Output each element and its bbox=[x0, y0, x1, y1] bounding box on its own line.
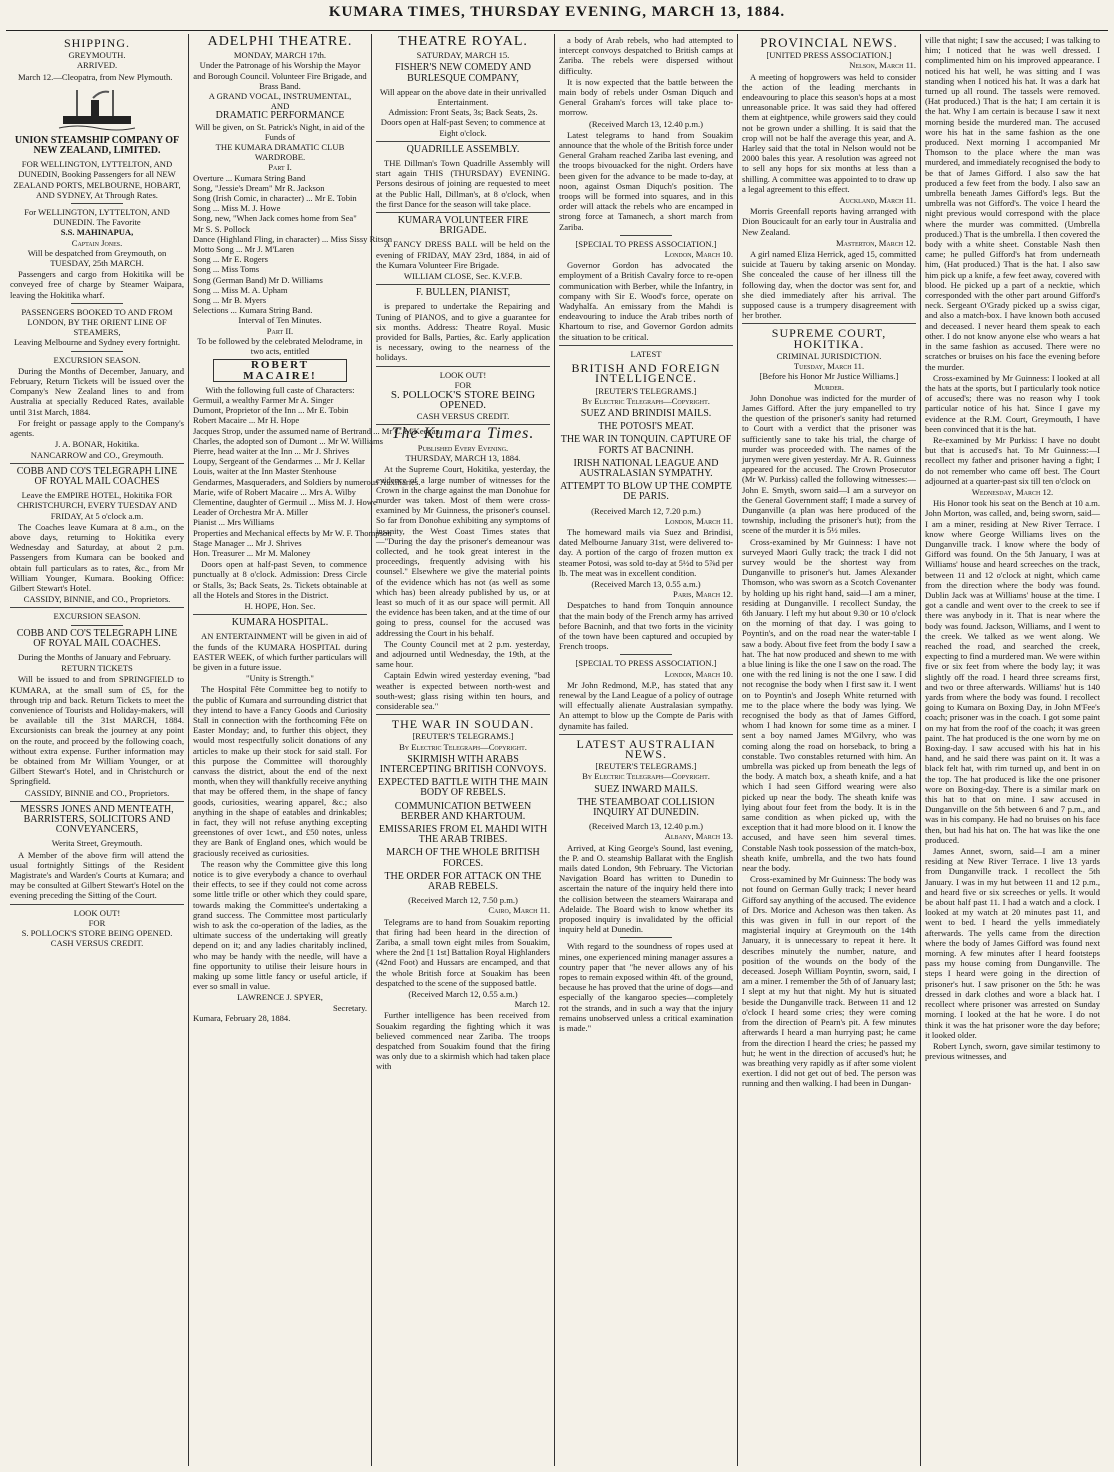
paris-text: Despatches to hand from Tonquin announce that the main body of the French army has arrived before Bacninh, and that two forts in the vicinity of the town have been captured and occupied by French troops. bbox=[559, 600, 733, 652]
return-text: Will be issued to and from SPRINGFIELD to KUMARA, at the small sum of £5, for the through trip and back. Return Tickets to meet the convenience of Tourists and Holiday-makers, will be available till the 31st MARCH, 1884. Excursionists can break the journey at any point on the route, and proceed by the following coach, without extra expense. Further information may be obtained from Mr William Younger, or at Gilbert Stewart's Hotel, and in Christchurch or Springfield. bbox=[10, 674, 184, 787]
program-line: Song ... Miss Toms bbox=[193, 264, 260, 275]
freight-text: For freight or passage apply to the Company's agents. bbox=[10, 417, 184, 439]
fisher-doors: Doors open at Half-past Seven; to commence at Eight o'clock. bbox=[380, 117, 546, 138]
cast-line: Loupy, Sergeant of the Gendarmes ... Mr J. Kellar bbox=[193, 456, 365, 467]
fete-text: The Hospital Fête Committee beg to notify to the public of Kumara and surrounding district that they intend to have a Fancy Goods and Curiosity Stall in connection with the forthcoming Fête on Easter Monday; and, to further this object, they would most respectfully solicit donations of any articles to make up their stock for said stall. For this purpose the Committee will thoroughly canvass the district, about the end of the next month, when they will thankfully receive anything that may be offered them, in the shape of fancy goods, curiosities, wearing apparel, &c.; also anything in the shape of eatables and drinkables; in fact, they will not refuse anything excepting greenstones of over 1cwt., and £50 notes, unless they are Bank of England ones, which would be graciously received as curiosities. bbox=[193, 684, 367, 858]
part2: Part II. bbox=[266, 325, 294, 336]
bfi-headline: IRISH NATIONAL LEAGUE AND AUSTRALASIAN SYMPATHY. bbox=[573, 457, 719, 479]
reuter-label-2: [REUTER'S TELEGRAMS.] bbox=[595, 385, 697, 396]
cassidy2: CASSIDY, BINNIE and CO., Proprietors. bbox=[24, 787, 170, 798]
cast-line: Dumont, Proprietor of the Inn ... Mr E. Tobin bbox=[193, 405, 349, 416]
prov-title: PROVINCIAL NEWS. bbox=[760, 35, 898, 50]
program-line: Song ... Mr B. Myers bbox=[193, 295, 267, 306]
london11-dateline: London, March 11. bbox=[664, 515, 733, 526]
theatre-date: SATURDAY, MARCH 15. bbox=[416, 50, 510, 61]
wednesday-dateline: Wednesday, March 12. bbox=[971, 486, 1054, 497]
cast-line: Hon. Treasurer ... Mr M. Maloney bbox=[193, 547, 311, 558]
cast-list bbox=[193, 394, 440, 558]
war-headline: COMMUNICATION BETWEEN BERBER AND KHARTOUM. bbox=[394, 800, 532, 822]
cast-line: Properties and Mechanical effects by Mr W. F. Thompson bbox=[193, 527, 392, 538]
telegraph-label-2: By Electric Telegraph—Copyright. bbox=[582, 395, 710, 406]
column-6 bbox=[921, 34, 1104, 1466]
usc-cargo: Passengers and cargo from Hokitika will be conveyed free of charge by Steamer Waipara, leaving the Hokitika wharf. bbox=[10, 269, 184, 300]
war-expected: It is now expected that the battle between the main body of rebels under Osman Diquch and General Graham's forces will take place to-morrow. bbox=[559, 76, 733, 118]
usc-for: FOR WELLINGTON, LYTTELTON, AND DUNEDIN, Booking Passengers for all NEW ZEALAND PORTS, MELBOURNE, HOBART, AND SYDNEY, At Through Rates. bbox=[13, 159, 181, 200]
steamship-icon bbox=[57, 86, 137, 132]
received-3: (Received March 13, 12.40 p.m.) bbox=[588, 118, 704, 129]
auckland-dateline: Auckland, March 11. bbox=[839, 195, 916, 206]
quadrille-text: THE Dillman's Town Quadrille Assembly will start again THIS (THURSDAY) EVENING. Persons desirous of joining are requested to meet at the Public Hall, Dillman's, at 8 o'clock, when the first Dance for the season will take place. bbox=[376, 158, 550, 209]
lan-headlines bbox=[559, 785, 733, 819]
column-4 bbox=[555, 34, 738, 1466]
usc-ship: S.S. MAHINAPUA, bbox=[60, 227, 134, 238]
dramatic-line: DRAMATIC PERFORMANCE bbox=[215, 110, 345, 122]
column-5 bbox=[738, 34, 921, 1466]
cobb2-text: During the Months of January and February. bbox=[18, 651, 171, 662]
cash-credit: CASH VERSUS CREDIT. bbox=[50, 938, 144, 949]
march12-text: Further intelligence has been received from Souakim regarding the fighting which it was believed commenced near Zariba. The troops despatched from Souakim found that the firing was only due to a skirmish which had taken place with bbox=[376, 1010, 550, 1072]
received-5: (Received March 13, 0.55 a.m.) bbox=[591, 578, 701, 589]
murder-label: Murder. bbox=[813, 381, 845, 392]
cast-line: Pianist ... Mrs Williams bbox=[193, 517, 275, 528]
redmond-text: Mr John Redmond, M.P., has stated that any renewal by the Land League of a policy of outrage will effectually alienate Australasian sympathy. An attempt to blow up the Compte de Paris with dynamite has failed. bbox=[559, 679, 733, 731]
albany-text: Arrived, at King George's Sound, last evening, the P. and O. steamship Ballarat with the English mails dated London, 9th February. The Victorian Navigation Board has written to Dunedin to ascertain the nature of the inquiry held there into the collision between the steamers Wairarapa and Adelaide. The Board wish to know whether its proposed inquiry is invalidated by the official inquiry held at Dunedin. bbox=[559, 842, 733, 935]
testimony-5: James Annet, sworn, said—I am a miner residing at New River Terrace. I live 13 yards from Dunganville track. I recollect the 5th January. I was in my hut between 11 and 12 p.m., and heard five or six screeches or yells. It would be about half past 11. I had a watch and a clock. I looked at my watch at 20 minutes past 11, and went to bed. I heard the yells immediately afterwards. The yells came from the direction where the body of James Gifford was found next morning. A few minutes after I heard footsteps pass my house coming from Dunganville. The steps I heard were going in the direction of prisoner's hut. I saw prisoner on the 5th: he was dressed in dark clothes and wore a black hat. I recollect where prisoner was arrested on Sunday morning. I looked at the hat he wore. I do not think it was the hat prisoner wore the day before; it looked older. bbox=[925, 846, 1100, 1040]
lan-headline: SUEZ INWARD MAILS. bbox=[594, 783, 698, 795]
nelson-dateline: Nelson, March 11. bbox=[849, 60, 916, 71]
pollock-store: S. POLLOCK'S STORE BEING OPENED. bbox=[21, 928, 173, 939]
arrived-label: ARRIVED. bbox=[76, 60, 118, 71]
bfi-headline: THE POTOSI'S MEAT. bbox=[598, 421, 694, 433]
excursion2-title: EXCURSION SEASON. bbox=[53, 611, 141, 622]
london10-dateline: London, March 10. bbox=[664, 668, 733, 679]
auckland-text: Morris Greenfall reports having arranged with Dion Boucicault for an early tour in Australia and New Zealand. bbox=[742, 206, 916, 237]
telegraph-label-3: By Electric Telegraph—Copyright. bbox=[582, 771, 710, 782]
supreme-title: SUPREME COURT, HOKITIKA. bbox=[771, 326, 887, 351]
special-label: [SPECIAL TO PRESS ASSOCIATION.] bbox=[575, 238, 717, 249]
cast-line: Stage Manager ... Mr J. Shrives bbox=[193, 537, 302, 548]
cast-line: Jacques Strop, under the assumed name of Bertrand ... Mr C. M'Keegan bbox=[193, 425, 440, 436]
paris-dateline: Paris, March 12. bbox=[673, 589, 733, 600]
albany-dateline: Albany, March 13. bbox=[664, 831, 733, 842]
council-text: The County Council met at 2 p.m. yesterday, and adjourned until Wednesday, the 19th, at the same hour. bbox=[376, 638, 550, 670]
fisher-company: FISHER'S NEW COMEDY AND BURLESQUE COMPANY, bbox=[395, 62, 531, 84]
reuter-label-3: [REUTER'S TELEGRAMS.] bbox=[595, 761, 697, 772]
cast-line: Louis, waiter at the Inn Master Stenhouse bbox=[193, 466, 337, 477]
theatre-royal-title: THEATRE ROYAL. bbox=[398, 34, 528, 49]
club-line: THE KUMARA DRAMATIC CLUB WARDROBE. bbox=[215, 142, 345, 163]
program-line: Song ... Miss M. A. Upham bbox=[193, 284, 288, 295]
lookout-for: FOR bbox=[88, 917, 106, 928]
london-dateline: London, March 10. bbox=[664, 249, 733, 260]
program-line: Song ... Mr E. Rogers bbox=[193, 254, 268, 265]
greymouth-label: GREYMOUTH. bbox=[68, 50, 126, 61]
program-line: Song (German Band) Mr D. Williams bbox=[193, 274, 323, 285]
interval: Interval of Ten Minutes. bbox=[238, 315, 322, 326]
testimony-3: Re-examined by Mr Purkiss: I have no doubt but that is accused's hat. To Mr Guinness:—I recollect my father and prisoner having a fight; I do not remember who came off best. The Court adjourned at a quarter-past six till ten o'clock on bbox=[925, 434, 1100, 486]
column-1 bbox=[6, 34, 189, 1466]
program-line: Dance (Highland Fling, in character) ... Miss Sissy Ritson bbox=[193, 233, 393, 244]
ropes-text: With regard to the soundness of ropes used at mines, one experienced mining manager assures a country paper that "he never allows any of his ropes to remain exposed within 4ft. of the ground, because he has proved that the urine of dogs—and especially of the kangaroo species—completely rot the strands, and in such a way that the injury remains unobserved unless a critical examination is made." bbox=[559, 941, 733, 1034]
kumara-date: Kumara, February 28, 1884. bbox=[193, 1012, 291, 1023]
and-line: AND bbox=[270, 101, 290, 112]
spyer: LAWRENCE J. SPYER, bbox=[237, 992, 323, 1003]
testimony-2: Cross-examined by Mr Guinness: I looked at all the hats at the sports, but I particularly took notice of accused's; there was no reason why I took particular notice of his hat. Since I gave my evidence at the R.M. Court, Greymouth, I have been convinced that it is the hat. bbox=[925, 372, 1100, 434]
column-3 bbox=[372, 34, 555, 1466]
lan-title: LATEST AUSTRALIAN NEWS. bbox=[576, 736, 716, 761]
fete-text2: The reason why the Committee give this long notice is to give everybody a chance to overhaul their effects, to see if they could not come across some little trifle or other which they could spare, towards making the Committee's undertaking a grand success. The Committee most particularly wish to ask the co-operation of the ladies, as the ultimate success of the undertaking will greatly depend on it; and any ladies charitably inclined, who may be handy with the needle, will have a fine opportunity to utilise their leisure hours in making up some little fancy or useful article, if ever so small in value. bbox=[193, 858, 367, 992]
arrival-entry: March 12.—Cleopatra, from New Plymouth. bbox=[18, 71, 173, 82]
march12-dateline: March 12. bbox=[514, 999, 550, 1010]
bfi-headline: ATTEMPT TO BLOW UP THE COMPTE DE PARIS. bbox=[560, 481, 732, 503]
reuter-label: [REUTER'S TELEGRAMS.] bbox=[412, 731, 514, 742]
hope-sec: H. HOPE, Hon. Sec. bbox=[244, 600, 316, 611]
bullen-title: F. BULLEN, PIANIST, bbox=[415, 287, 511, 299]
column-2 bbox=[189, 34, 440, 1466]
cairo-dateline: Cairo, March 11. bbox=[488, 905, 550, 916]
usc-despatch: Will be despatched from Greymouth, on TUESDAY, 25th MARCH. bbox=[27, 247, 167, 269]
homeward-text: The homeward mails via Suez and Brindisi, dated Melbourne January 31st, were delivered to-day. A portion of the cargo of frozen mutton ex steamer Potosi, was sold to-day at 5½d to 5⅞d per lb. The meat was in excellent condition. bbox=[559, 526, 733, 578]
jones-addr: Werita Street, Greymouth. bbox=[51, 838, 143, 849]
criminal-title: CRIMINAL JURISDICTION. bbox=[776, 350, 882, 361]
received-2: (Received March 12, 0.55 a.m.) bbox=[408, 989, 518, 1000]
excursion-text: During the Months of December, January, and February, Return Tickets will be issued over the Company's New Zealand lines to and from Australia at specially Reduced Rates, available until 31st March, 1884. bbox=[10, 365, 184, 417]
war-title: THE WAR IN SOUDAN. bbox=[391, 717, 535, 732]
program-line: Mr S. S. Pollock bbox=[193, 223, 251, 234]
jones-text: A Member of the above firm will attend the usual fortnightly Sittings of the Resident Magistrate's and Warden's Courts at Kumara; and may be consulted at Gilbert Stewart's Hotel on the evening preceding the Sitting of the Court. bbox=[10, 849, 184, 901]
adelphi-date: MONDAY, MARCH 17th. bbox=[233, 50, 327, 61]
cast-line: Gendarmes, Masqueraders, and Soldiers by numerous Auxiliaries. bbox=[193, 476, 421, 487]
passengers-sub: Leaving Melbourne and Sydney every fortnight. bbox=[13, 337, 181, 348]
weather-text: Captain Edwin wired yesterday evening, "bad weather is expected between north-west and south-west; glass rising within ten hours, and considerable sea." bbox=[376, 670, 550, 711]
cobb-leave: Leave the EMPIRE HOTEL, Hokitika FOR CHRISTCHURCH, EVERY TUESDAY AND FRIDAY, At 5 o'clock a.m. bbox=[17, 490, 177, 521]
cobb-title: COBB AND CO'S TELEGRAPH LINE OF ROYAL MAIL COACHES bbox=[16, 465, 178, 487]
robert-macaire-title: ROBERT MACAIRE! bbox=[213, 359, 347, 381]
program-part1 bbox=[193, 172, 393, 316]
published-every: Published Every Evening. bbox=[417, 442, 509, 453]
lookout-for-2: FOR bbox=[454, 379, 472, 390]
lan-headline: THE STEAMBOAT COLLISION INQUIRY AT DUNEDIN. bbox=[577, 796, 715, 819]
cassidy: CASSIDY, BINNIE, and CO., Proprietors. bbox=[23, 594, 171, 605]
war-headline: EMISSARIES FROM EL MAHDI WITH THE ARAB TRIBES. bbox=[378, 824, 548, 846]
fire-title: KUMARA VOLUNTEER FIRE BRIGADE. bbox=[397, 215, 529, 237]
trial-text: John Donohue was indicted for the murder of James Gifford. After the jury empanelled to try the question of the prisoner's sanity had returned to Court with a verdict that the prisoner was sufficiently sane to take his trial, the charge of murder was proceeded with. The names of the jurymen were given yesterday. Mr A. R. Guinness appeared for the accused. The Crown Prosecutor (Mr W. Purkiss) called the following witnesses:— John E. Smyth, sworn said—I am a surveyor on the General Government staff; I made a survey of Dunganville (a plan was here produced of the township, including the prisoner's hut); from the scene of the murder it is 5½ miles. bbox=[742, 392, 916, 536]
jones-title: MESSRS JONES AND MENTEATH, BARRISTERS, SOLICITORS AND CONVEYANCERS, bbox=[20, 803, 174, 836]
grand-line: A GRAND VOCAL, INSTRUMENTAL, bbox=[208, 91, 352, 102]
cast-line: Robert Macaire ... Mr H. Hope bbox=[193, 415, 300, 426]
cast-line: Germuil, a wealthy Farmer Mr A. Singer bbox=[193, 394, 334, 405]
part1: Part I. bbox=[268, 162, 292, 173]
bfi-headline: SUEZ AND BRINDISI MAILS. bbox=[580, 407, 712, 419]
pollock-store-2: S. POLLOCK'S STORE BEING OPENED. bbox=[390, 389, 536, 412]
bfi-title: BRITISH AND FOREIGN INTELLIGENCE. bbox=[571, 361, 721, 386]
spyer-role: Secretary. bbox=[332, 1002, 367, 1013]
war-headline: EXPECTED BATTLE WITH THE MAIN BODY OF REBELS. bbox=[377, 777, 549, 799]
program-line: Song, "Jessie's Dream" Mr R. Jackson bbox=[193, 182, 325, 193]
masterton-text: A girl named Eliza Herrick, aged 15, committed suicide at Taueru by taking arsenic on Monday. She concealed the cause of her illness till the following day, when the doctor was sent for, and she died immediately after his arrival. The supposed cause is a trumpery disagreement with her brother. bbox=[742, 249, 916, 321]
war-headline: MARCH OF THE WHOLE BRITISH FORCES. bbox=[386, 847, 540, 869]
masthead-rule bbox=[6, 30, 1108, 31]
received-6: (Received March 13, 12.40 p.m.) bbox=[588, 821, 704, 832]
lookout-2: LOOK OUT! bbox=[439, 369, 487, 380]
program-line: Selections ... Kumara String Band. bbox=[193, 305, 313, 316]
cast-line: Charles, the adopted son of Dumont ... Mr W. Williams bbox=[193, 435, 383, 446]
cast-line: Leader of Orchestra Mr A. Miller bbox=[193, 507, 309, 518]
shipping-title: SHIPPING. bbox=[63, 36, 130, 50]
quadrille-title: QUADRILLE ASSEMBLY. bbox=[406, 143, 520, 155]
special-label-2: [SPECIAL TO PRESS ASSOCIATION.] bbox=[575, 658, 717, 669]
trial-text2: Cross-examined by Mr Guinness: I have not surveyed Maori Gully track; the track I did not survey would be the shortest way from Dunganville to prisoner's hut. James Alexander Thomson, who was sworn as a Scotch Covenanter by holding up his right hand, said—I am a miner, residing at Dunganville. I recollect Sunday, the 6th January. I left my hut about 9.30 or 10 o'clock on the morning of that day. I was going to Poyntin's, and on the road near the water-table I saw a body. About five feet from the body I saw a hat. The hat now produced and shewn to me with a blue lining is like the one I saw on the road. The one with the red lining is not the one I saw. I did not recognise the body when I first saw it. I went on to Poyntin's and Joseph White returned with me to the place where the body was lying. We recognised the body as that of James Gifford, whom I had known for some time as a miner. I sent a boy named James M'Gilvry, who was coming along the road on horseback, to bring a constable. Two constables returned with him. An umbrella was picked up from beneath the legs of the body. A match box, a sheath knife, and a hat which I had seen Gifford wearing were also picked up near the body. The sheath knife was lying about four feet from the body. It is in the same condition as when picked up, with the exception that it had more blood on it. I know the accused, and have seen him several times. Constable Nash took possession of the match-box, sheath knife, umbrella, and the two hats found near the body. bbox=[742, 536, 916, 874]
cast-intro: With the following full caste of Characters: bbox=[205, 384, 355, 395]
lookout: LOOK OUT! bbox=[73, 907, 121, 918]
tuesday-dateline: Tuesday, March 11. bbox=[793, 361, 865, 372]
close-sec: WILLIAM CLOSE, Sec. K.V.F.B. bbox=[403, 271, 523, 282]
testimony-4: His Honor took his seat on the Bench at 10 a.m. John Morton, was called, and, being sworn, said—I am a miner, residing at New River Terrace. I know where George Williams lives on the Dunganville track. I know where the body of Gifford was found. On the 5th January, I was at Williams' house and heard screeches on the track, between 11 and 12 o'clock at night, which came from the direction where the body was found. Dublin Jack was at Williams' house at the time. I got a candle and went over to the creek to see if there was anybody in it. That is near where the body was found. Jackson, Williams, and I went to the creek. We talked as we went along. We reached the road, and searched the creek, expecting to find a murdered man. We were within five or six feet from where the body lay; it was slightly off the road. I heard three screams first, and two or three afterwards. Williams' hut is 140 yards from where the body was found. I recollect going to Kumara on Boxing Day, in John M'Fee's coach; prisoner was in the coach. I got some paint on my hat from the roof of the coach; it was green paint. The hat produced is the one worn by me on Boxing-day. I saw accused with his hat in his hand, and he said there was paint on it. It was a black felt hat, with rim turned up, and bent in on the top. The hat produced is like the one prisoner wore on Boxing-day. There is a similar mark on this hat to that on mine. I saw accused in Dunganville on the 5th between 6 and 7 p.m., and was in his company. He had no bruises on his face then, but had his hat on. The hat was like the one produced. bbox=[925, 498, 1100, 845]
nancarrow: NANCARROW and CO., Greymouth. bbox=[30, 449, 164, 460]
upa-label: [UNITED PRESS ASSOCIATION.] bbox=[766, 50, 892, 61]
testimony-1: ville that night; I saw the accused; I was talking to him; I noticed that he was well dressed. I complimented him on his improved appearance. I noticed his hat well, he was sitting and I was standing when I noticed his hat. It was a dark hat turned up all round. The tassels were removed. (Hat produced.) That is the hat; I am certain it is the hat. Why I am certain is because I saw it next morning beside the murdered man. The accused wore his hat in the same fashion as the one produced. Next morning I accompanied Mr Thomson to the place where the man was murdered, and immediately recognised the body to be that of James Gifford. I also saw the hat produced a few feet from the body. I also saw an umbrella beneath James Gifford's legs. But the umbrella was not Gifford's. The voice I heard the night previous would correspond with the place where the murder was committed. (Umbrella produced.) That is the umbrella. I then covered the body with a white sheet. Constable Nash then came; he pulled Gifford's hat from underneath him, (Hat produced.) That is the hat. I also saw him pick up a knife, a few feet away, covered with blood. He picked up a part of a necktie, which corresponded with the other part around Gifford's neck. Sergeant O'Grady picked up a swiss cigar, and also a match-box. I have known both accused and deceased. I never heard them speak to each other. I do not know anyone else who wears a hat in the same fashion as accused. There were no scratches or bruises on his face the evening before the murder. bbox=[925, 35, 1100, 372]
passengers-booked: PASSENGERS BOOKED TO AND FROM LONDON, BY THE ORIENT LINE OF STEAMERS, bbox=[21, 306, 173, 338]
cairo-text: Telegrams are to hand from Souakim reporting that firing had been heard in the direction of Zariba, a small town eight miles from Souakim, where the 2nd [1 1st] Battalion Royal Highlanders (42nd Foot) and Hussars are encamped, and that the whole British force at Souakim has been despatched to the scene of the supposed battle. bbox=[376, 916, 550, 988]
fire-text: A FANCY DRESS BALL will be held on the evening of FRIDAY, MAY 23rd, 1884, in aid of the Kumara Volunteer Fire Brigade. bbox=[376, 239, 550, 270]
bullen-text: is prepared to undertake the Repairing and Tuning of PIANOS, and to give a guarantee for six months. Address: Theatre Royal. Music provided for Balls, Parties, &c. Early application is necessary, owing to the nearness of the holidays. bbox=[376, 301, 550, 363]
cobb2-title: COBB AND CO'S TELEGRAPH LINE OF ROYAL MAIL COACHES. bbox=[16, 627, 178, 649]
testimony-6: Robert Lynch, sworn, gave similar testimony to previous witnesses, and bbox=[925, 1040, 1100, 1062]
hospital-text: AN ENTERTAINMENT will be given in aid of the funds of the KUMARA HOSPITAL during EASTER WEEK, of which further particulars will be given in a future issue. bbox=[193, 631, 367, 672]
nelson-text: A meeting of hopgrowers was held to consider the action of the leading merchants in endeavouring to place this season's hops at a most unreasonable price. It was said they had offered them at eightpence, while growers said they could not be grown under a shilling. It is said that the crop will not be half the average this year, and A. Harley said that the total in Nelson would not be 2000 bales this year. A resolution was agreed not to sell any hops for six months at less than a shilling. A committee was appointed to to draw up a legal agreement to this effect. bbox=[742, 71, 916, 194]
cobb-text: The Coaches leave Kumara at 8 a.m., on the above days, returning to Hokitika every Wednesday and Saturday, at about 2 p.m. Passengers from Kumara can be booked and obtain full particulars as to rates, &c., from Mr William Younger, Kumara. Booking Office: Gilbert Stewart's Hotel. bbox=[10, 521, 184, 593]
cast-line: Marie, wife of Robert Macaire ... Mrs A. Wilby bbox=[193, 486, 356, 497]
usc-title: UNION STEAMSHIP COMPANY OF NEW ZEALAND, LIMITED. bbox=[14, 134, 180, 157]
war-headlines bbox=[376, 755, 550, 892]
usc-favorite: For WELLINGTON, LYTTELTON, AND DUNEDIN. The Favorite bbox=[24, 207, 170, 228]
bfi-headlines bbox=[559, 409, 733, 503]
followed: To be followed by the celebrated Melodrame, in two acts, entitled bbox=[197, 335, 363, 357]
given-line: Will be given, on St. Patrick's Night, in aid of the Funds of bbox=[195, 121, 365, 142]
bfi-headline: THE WAR IN TONQUIN. CAPTURE OF FORTS AT BACNINH. bbox=[560, 434, 732, 456]
received-4: (Received March 12, 7.20 p.m.) bbox=[591, 505, 701, 516]
cast-line: Clementine, daughter of Germuil ... Miss M. J. Howe bbox=[193, 496, 377, 507]
war-headline: SKIRMISH WITH ARABS INTERCEPTING BRITISH CONVOYS. bbox=[379, 753, 547, 775]
program-line: Song ... Miss M. J. Howe bbox=[193, 203, 281, 214]
program-line: Motto Song ... Mr J. M'Laren bbox=[193, 244, 295, 255]
masterton-dateline: Masterton, March 12. bbox=[835, 237, 916, 248]
telegraph-label: By Electric Telegraph—Copyright. bbox=[399, 741, 527, 752]
masthead: KUMARA TIMES, THURSDAY EVENING, MARCH 13, 1884. bbox=[328, 4, 786, 20]
bonar: J. A. BONAR, Hokitika. bbox=[54, 439, 140, 450]
received-1: (Received March 12, 7.50 p.m.) bbox=[408, 895, 518, 906]
cash-credit-2: CASH VERSUS CREDIT. bbox=[416, 410, 510, 421]
excursion-title: EXCURSION SEASON. bbox=[53, 354, 141, 365]
columns bbox=[6, 34, 1108, 1466]
program-line: Song (Irish Comic, in character) ... Mr E. Tobin bbox=[193, 193, 357, 204]
program-line: Overture ... Kumara String Band bbox=[193, 172, 306, 183]
doors-text: Doors open at half-past Seven, to commence punctually at 8 o'clock. Admission: Dress Circle or Stalls, 3s; Back Seats, 2s. Tickets obtainable at all the Hotels and Stores in the District. bbox=[193, 559, 367, 600]
fisher-admission: Admission: Front Seats, 3s; Back Seats, 2s. bbox=[388, 107, 538, 118]
unity-motto: "Unity is Strength." bbox=[246, 673, 314, 684]
adelphi-title: ADELPHI THEATRE. bbox=[207, 34, 353, 49]
paper-title: The Kumara Times. bbox=[391, 424, 535, 442]
war-latest: Latest telegrams to hand from Souakim announce that the whole of the British force under General Graham reached Zariba last evening, and the troops bivouacked for the night. Orders have been given for the advance to be made to-day, at noon, against Osman Diquch's position. The troops will be formed into squares, and in this order will attack the rebels who are encamped in strong force at Tamanech, a short march from Zariba. bbox=[559, 129, 733, 232]
gordon-text: Governor Gordon has advocated the employment of a British Cavalry force to re-open communication with Berber, while the Infantry, in company with Sir E. Wood's force, operate on Wadyhalfa. An emissary from the Mahdi is endeavouring to induce the Arab tribes north of Khartoum to rise, and Governor Gordon admits the situation to be critical. bbox=[559, 260, 733, 342]
war-cont: a body of Arab rebels, who had attempted to intercept convoys despatched to British camps at Zariba. The rebels were dispersed without difficulty. bbox=[559, 35, 733, 76]
before-honor: [Before his Honor Mr Justice Williams.] bbox=[759, 371, 899, 382]
cast-line: Pierre, head waiter at the Inn ... Mr J. Shrives bbox=[193, 445, 350, 456]
latest-label: LATEST bbox=[630, 348, 662, 359]
adelphi-patronage: Under the Patronage of his Worship the Mayor and Borough Council. Volunteer Fire Brigade, and Brass Band. bbox=[193, 60, 367, 91]
paper-date: THURSDAY, MARCH 13, 1884. bbox=[405, 453, 521, 464]
editorial-text: At the Supreme Court, Hokitika, yesterday, the evidence of a large number of witnesses for the Crown in the charge against the man Donohue for murder was taken. Most of them were cross-examined by Mr Guinness, the prisoner's counsel. So far from Donohue exhibiting any symptoms of insanity, the West Coast Times states that—"During the day the prisoner's demeanour was collected, and he took great interest in the proceedings, frequently advising with his counsel." Elsewhere we give the material points of the evidence which has not (as well as some which has) been already published by us, or at least so much of it as our space will permit. All the evidence has been taken, and at the time of our going to press, counsel for the accused was addressing the Court in his behalf. bbox=[376, 464, 550, 638]
return-title: RETURN TICKETS bbox=[61, 663, 133, 674]
war-headline: THE ORDER FOR ATTACK ON THE ARAB REBELS. bbox=[384, 870, 542, 893]
fisher-appear: Will appear on the above date in their unrivalled Entertainment. bbox=[379, 86, 547, 108]
trial-text3: Cross-examined by Mr Guinness: The body was not found on German Gully track; I never heard Gifford say anything of the accused. The evidence of Drs. Morice and Acheson was then taken. As this was given in full in our report of the magisterial inquiry at Greymouth on the 14th January, it is unnecessary to repeat it here. It describes minutely the number, nature, and position of the wounds on the body of the deceased. Joseph William Poyntin, sworn, said, I am a miner. I remember the 5th of of January last; I slept at my hut that night. My hut is situated beside the Dunganville track. Between 11 and 12 o'clock I heard some cries; they were coming from the direction of Pearn's pit. A few minutes afterwards I heard a man hurrying past; he came from the direction I heard the cries; he passed my hut; he went in the direction of accused's hut; he was breathing very rapidly as if after some violent exertion. I did not get out of bed. The person was running and then walking. I had been in Dungan- bbox=[742, 874, 916, 1089]
usc-captain: Captain Jones. bbox=[71, 237, 123, 248]
program-line: Song, new, "When Jack comes home from Sea" bbox=[193, 213, 357, 224]
hospital-title: KUMARA HOSPITAL. bbox=[231, 617, 329, 629]
